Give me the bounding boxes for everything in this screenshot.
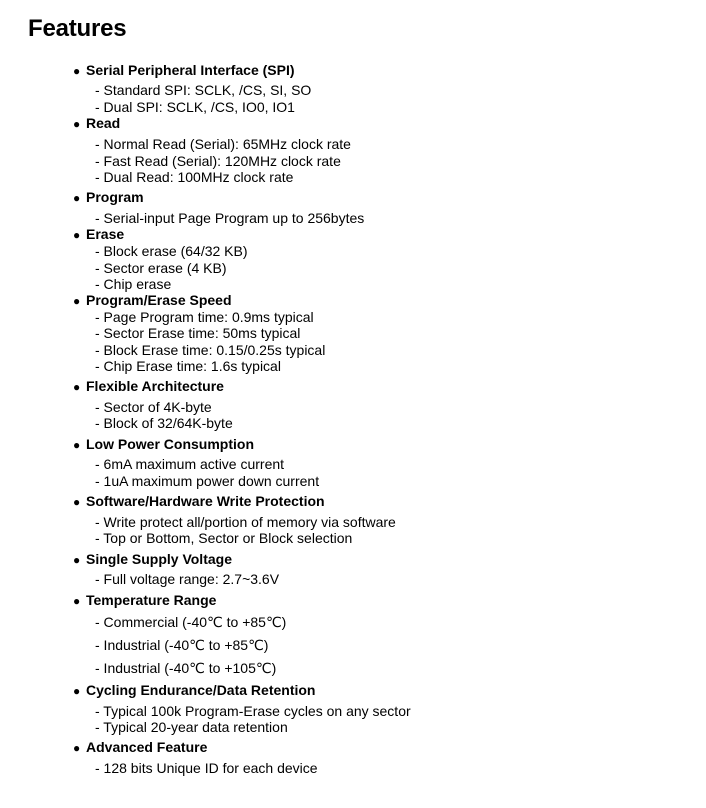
bullet-icon: ●	[73, 117, 81, 131]
feature-heading	[73, 493, 325, 511]
feature-detail: - Block Erase time: 0.15/0.25s typical	[95, 342, 326, 358]
feature-detail: - Standard SPI: SCLK, /CS, SI, SO	[95, 82, 312, 98]
bullet-icon: ●	[73, 495, 81, 509]
feature-heading-label: Cycling Endurance/Data Retention	[86, 682, 316, 698]
feature-detail: - Industrial (-40℃ to +105℃)	[95, 660, 277, 676]
feature-heading	[73, 551, 232, 569]
bullet-icon: ●	[73, 741, 81, 755]
page-title: Features	[28, 15, 127, 42]
bullet-icon: ●	[73, 64, 81, 78]
feature-heading-label: Temperature Range	[86, 592, 217, 608]
feature-detail: - Normal Read (Serial): 65MHz clock rate	[95, 136, 351, 152]
feature-heading-label: Advanced Feature	[86, 739, 208, 755]
feature-heading-label: Erase	[86, 226, 125, 242]
feature-heading-label: Serial Peripheral Interface (SPI)	[86, 62, 295, 78]
feature-detail: - Commercial (-40℃ to +85℃)	[95, 614, 287, 630]
feature-heading-label: Software/Hardware Write Protection	[86, 493, 325, 509]
feature-detail: - Full voltage range: 2.7~3.6V	[95, 571, 280, 587]
bullet-icon: ●	[73, 594, 81, 608]
feature-heading-label: Single Supply Voltage	[86, 551, 232, 567]
feature-heading-label: Read	[86, 115, 121, 131]
feature-heading-label: Program	[86, 189, 144, 205]
feature-detail: - Typical 100k Program-Erase cycles on any sector	[95, 703, 411, 719]
feature-detail: - 1uA maximum power down current	[95, 473, 320, 489]
feature-detail: - Dual Read: 100MHz clock rate	[95, 169, 294, 185]
feature-detail: - Block erase (64/32 KB)	[95, 243, 248, 259]
feature-detail: - Industrial (-40℃ to +85℃)	[95, 637, 269, 653]
feature-detail: - 6mA maximum active current	[95, 456, 285, 472]
feature-heading	[73, 592, 216, 610]
feature-detail: - Dual SPI: SCLK, /CS, IO0, IO1	[95, 99, 295, 115]
feature-detail: - Chip Erase time: 1.6s typical	[95, 358, 281, 374]
bullet-icon: ●	[73, 553, 81, 567]
feature-heading	[73, 739, 207, 757]
feature-detail: - Sector erase (4 KB)	[95, 260, 227, 276]
feature-heading	[73, 682, 315, 700]
feature-detail: - Typical 20-year data retention	[95, 719, 288, 735]
feature-detail: - Sector of 4K-byte	[95, 399, 212, 415]
bullet-icon: ●	[73, 684, 81, 698]
feature-detail: - Chip erase	[95, 276, 172, 292]
feature-heading	[73, 226, 124, 244]
feature-heading	[73, 292, 232, 310]
feature-detail: - Write protect all/portion of memory via software	[95, 514, 396, 530]
feature-heading-label: Low Power Consumption	[86, 436, 254, 452]
bullet-icon: ●	[73, 294, 81, 308]
bullet-icon: ●	[73, 438, 81, 452]
bullet-icon: ●	[73, 228, 81, 242]
feature-detail: - Block of 32/64K-byte	[95, 415, 233, 431]
feature-heading	[73, 436, 254, 454]
feature-heading	[73, 378, 224, 396]
feature-detail: - 128 bits Unique ID for each device	[95, 760, 318, 776]
feature-detail: - Page Program time: 0.9ms typical	[95, 309, 314, 325]
feature-detail: - Top or Bottom, Sector or Block selection	[95, 530, 353, 546]
feature-heading	[73, 62, 295, 80]
feature-detail: - Fast Read (Serial): 120MHz clock rate	[95, 153, 341, 169]
feature-heading-label: Program/Erase Speed	[86, 292, 232, 308]
feature-detail: - Sector Erase time: 50ms typical	[95, 325, 301, 341]
feature-heading-label: Flexible Architecture	[86, 378, 224, 394]
bullet-icon: ●	[73, 191, 81, 205]
feature-heading	[73, 115, 120, 133]
bullet-icon: ●	[73, 380, 81, 394]
feature-heading	[73, 189, 144, 207]
feature-detail: - Serial-input Page Program up to 256bytes	[95, 210, 365, 226]
